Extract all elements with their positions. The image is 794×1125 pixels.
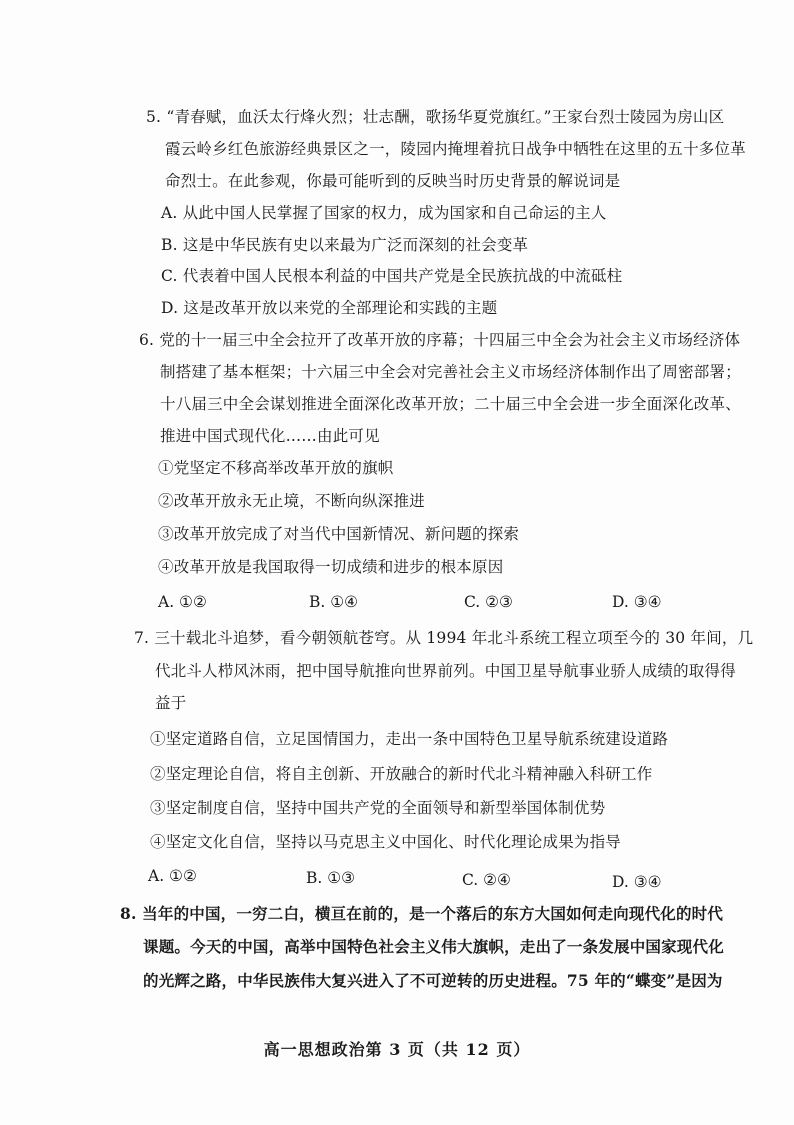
q6-choice-c: C. ②③ xyxy=(464,593,513,611)
q7-line-3: 益于 xyxy=(155,694,187,712)
q6-line-4: 推进中国式现代化……由此可见 xyxy=(160,427,380,445)
q7-choice-d: D. ③④ xyxy=(612,873,662,891)
q7-item-3: ③坚定制度自信，坚持中国共产党的全面领导和新型举国体制优势 xyxy=(150,799,606,817)
q5-option-a: A. 从此中国人民掌握了国家的权力，成为国家和自己命运的主人 xyxy=(161,204,607,222)
q6-item-3: ③改革开放完成了对当代中国新情况、新问题的探索 xyxy=(158,525,520,543)
page-footer: 高一思想政治第 3 页（共 12 页） xyxy=(263,1040,531,1059)
q5-option-d: D. 这是改革开放以来党的全部理论和实践的主题 xyxy=(161,299,498,317)
q8-line-3: 的光辉之路，中华民族伟大复兴进入了不可逆转的历史进程。75 年的“蝶变”是因为 xyxy=(143,971,723,990)
q6-line-1: 6. 党的十一届三中全会拉开了改革开放的序幕；十四届三中全会为社会主义市场经济体 xyxy=(139,331,741,349)
q6-item-2: ②改革开放永无止境，不断向纵深推进 xyxy=(158,492,425,510)
q8-line-1: 8. 当年的中国，一穷二白，横亘在前的，是一个落后的东方大国如何走向现代化的时代 xyxy=(120,904,724,923)
q7-item-2: ②坚定理论自信，将自主创新、开放融合的新时代北斗精神融入科研工作 xyxy=(150,765,653,783)
q7-choice-b: B. ①③ xyxy=(306,869,356,887)
q7-choice-a: A. ①② xyxy=(148,867,197,885)
q5-option-c: C. 代表着中国人民根本利益的中国共产党是全民族抗战的中流砥柱 xyxy=(161,267,623,285)
q6-line-3: 十八届三中全会谋划推进全面深化改革开放；二十届三中全会进一步全面深化改革、 xyxy=(160,395,741,413)
q7-item-4: ④坚定文化自信，坚持以马克思主义中国化、时代化理论成果为指导 xyxy=(150,833,622,851)
q6-item-1: ①党坚定不移高举改革开放的旗帜 xyxy=(158,459,394,477)
q6-choice-d: D. ③④ xyxy=(612,593,662,611)
q5-line-2: 霞云岭乡红色旅游经典景区之一，陵园内掩埋着抗日战争中牺牲在这里的五十多位革 xyxy=(165,140,746,158)
q6-item-4: ④改革开放是我国取得一切成绩和进步的根本原因 xyxy=(158,558,504,576)
q8-line-2: 课题。今天的中国，高举中国特色社会主义伟大旗帜，走出了一条发展中国家现代化 xyxy=(143,937,724,956)
q5-line-3: 命烈士。在此参观，你最可能听到的反映当时历史背景的解说词是 xyxy=(165,172,621,190)
q7-line-1: 7. 三十载北斗追梦，看今朝领航苍穹。从 1994 年北斗系统工程立项至今的 30 年间，几 xyxy=(134,629,754,647)
q6-choice-b: B. ①④ xyxy=(309,593,359,611)
q7-line-2: 代北斗人栉风沐雨，把中国导航推向世界前列。中国卫星导航事业骄人成绩的取得得 xyxy=(155,662,736,680)
q5-option-b: B. 这是中华民族有史以来最为广泛而深刻的社会变革 xyxy=(161,236,529,254)
q6-line-2: 制搭建了基本框架；十六届三中全会对完善社会主义市场经济体制作出了周密部署； xyxy=(160,363,741,381)
q5-line-1: 5. “青春赋，血沃太行烽火烈；壮志酬，歌扬华夏党旗红。”王家台烈士陵园为房山区 xyxy=(146,108,725,126)
q6-choice-a: A. ①② xyxy=(158,593,207,611)
q7-choice-c: C. ②④ xyxy=(462,871,511,889)
q7-item-1: ①坚定道路自信，立足国情国力，走出一条中国特色卫星导航系统建设道路 xyxy=(150,730,669,748)
